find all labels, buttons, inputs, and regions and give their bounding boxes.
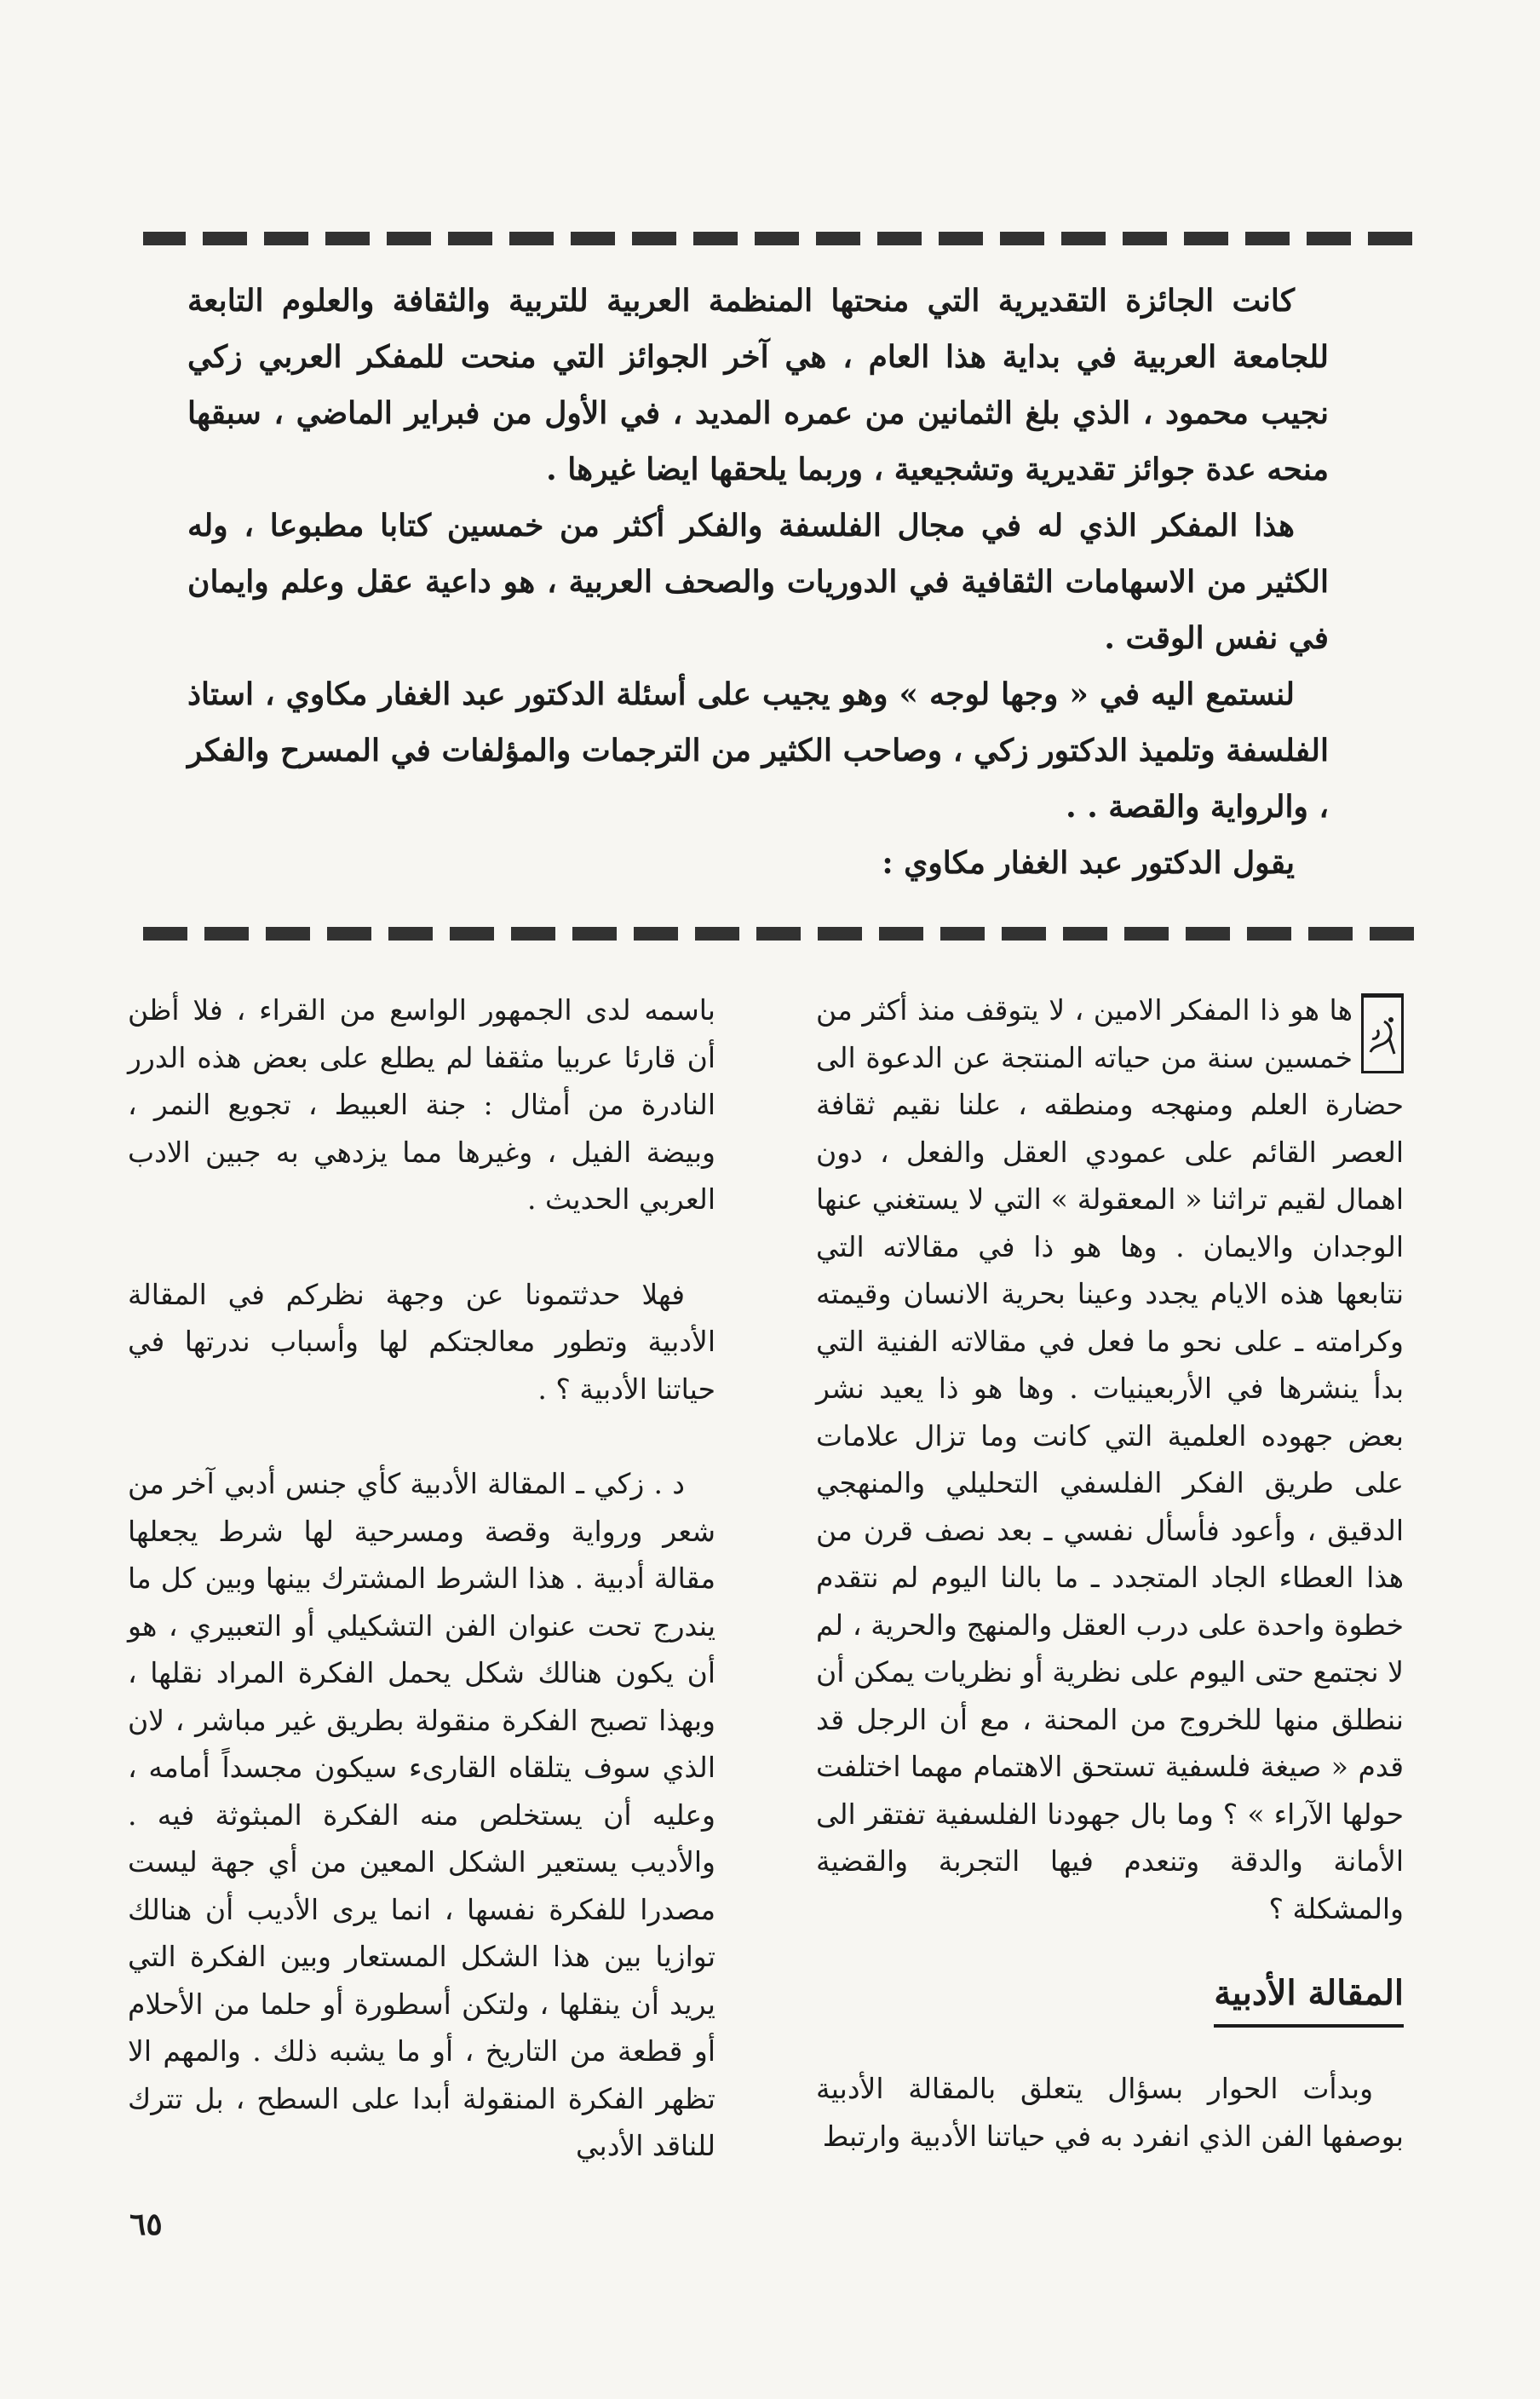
dashed-divider-top [143, 232, 1412, 245]
section-logo-icon [1361, 993, 1404, 1073]
right-paragraph-2: وبدأت الحوار بسؤال يتعلق بالمقالة الأدبية بوصفها الفن الذي انفرد به في حياتنا الأدبية وارتبط [816, 2072, 1404, 2153]
right-paragraph-1: ها هو ذا المفكر الامين ، لا يتوقف منذ أكثر من خمسين سنة من حياته المنتجة عن الدعوة الى حضارة العلم ومنهجه ومنطقه ، علنا نقيم ثقافة العصر القائم على عمودي العقل والفعل ، دون اهمال لقيم تراثنا « المعقولة » التي لا يستغني عنها الوجدان والايمان . وها هو ذا في مقالاته التي نتابعها هذه الايام يجدد وعينا بحرية الانسان وقيمته وكرامته ـ على نحو ما فعل في مقالاته الفنية التي بدأ ينشرها في الأربعينيات . وها هو ذا يعيد نشر بعض جهوده العلمية التي كانت وما تزال علامات على طريق الفكر الفلسفي التحليلي والمنهجي الدقيق ، وأعود فأسأل نفسي ـ بعد نصف قرن من هذا العطاء الجاد المتجدد ـ ما بالنا اليوم لم نتقدم خطوة واحدة على درب العقل والمنهج والحرية ، لم لا نجتمع حتى اليوم على نظرية أو نظريات يمكن أن ننطلق منها للخروج من المحنة ، مع أن الرجل قد قدم « صيغة فلسفية تستحق الاهتمام مهما اختلفت حولها الآراء » ؟ وما بال جهودنا الفلسفية تفتقر الى الأمانة والدقة وتنعدم فيها التجربة والقضية والمشكلة ؟ [816, 993, 1404, 1925]
article-column-right [816, 987, 1404, 2160]
page-number: ٦٥ [129, 2206, 163, 2242]
left-paragraph-1: باسمه لدى الجمهور الواسع من القراء ، فلا أظن أن قارئا عربيا مثقفا لم يطلع على بعض هذه الدرر النادرة من أمثال : جنة العبيط ، تجويع النمر ، وبيضة الفيل ، وغيرها مما يزدهي به جبين الادب العربي الحديث . [128, 993, 715, 1216]
intro-paragraph-3: لنستمع اليه في « وجها لوجه » وهو يجيب على أسئلة الدكتور عبد الغفار مكاوي ، استاذ الفلسفة وتلميذ الدكتور زكي ، وصاحب الكثير من الترجمات والمؤلفات في المسرح والفكر ، والرواية والقصة . . [187, 676, 1329, 825]
intro-paragraph-1: كانت الجائزة التقديرية التي منحتها المنظمة العربية للتربية والثقافة والعلوم التابعة للجامعة العربية في بداية هذا العام ، هي آخر الجوائز التي منحت للمفكر العربي زكي نجيب محمود ، الذي بلغ الثمانين من عمره المديد ، في الأول من فبراير الماضي ، سبقها منحه عدة جوائز تقديرية وتشجيعية ، وربما يلحقها ايضا غيرها . [187, 283, 1329, 487]
left-paragraph-2: فهلا حدثتمونا عن وجهة نظركم في المقالة الأدبية وتطور معالجتكم لها وأسباب ندرتها في حياتنا الأدبية ؟ . [128, 1277, 715, 1406]
intro-paragraph-2: هذا المفكر الذي له في مجال الفلسفة والفكر أكثر من خمسين كتابا مطبوعا ، وله الكثير من الاسهامات الثقافية في الدوريات والصحف العربية ، هو داعية عقل وعلم وايمان في نفس الوقت . [187, 508, 1329, 656]
intro-paragraph-4: يقول الدكتور عبد الغفار مكاوي : [882, 845, 1295, 881]
article-column-left [128, 987, 715, 2170]
section-heading [816, 1970, 1404, 2028]
left-paragraph-3: د . زكي ـ المقالة الأدبية كأي جنس أدبي آخر من شعر ورواية وقصة ومسرحية لها شرط يجعلها مقالة أدبية . هذا الشرط المشترك بينها وبين كل ما يندرج تحت عنوان الفن التشكيلي أو التعبيري ، هو أن يكون هنالك شكل يحمل الفكرة المراد نقلها ، وبهذا تصبح الفكرة منقولة بطريق غير مباشر ، لان الذي سوف يتلقاه القارىء سيكون مجسداً أمامه ، وعليه أن يستخلص منه الفكرة المبثوثة فيه . والأديب يستعير الشكل المعين من أي جهة ليست مصدرا للفكرة نفسها ، انما يرى الأديب أن هنالك توازيا بين هذا الشكل المستعار وبين الفكرة التي يريد أن ينقلها ، ولتكن أسطورة أو حلما من الأحلام أو قطعة من التاريخ ، أو ما يشبه ذلك . والمهم الا تظهر الفكرة المنقولة أبدا على السطح ، بل تترك للناقد الأدبي [128, 1467, 715, 2162]
dashed-divider-middle [136, 927, 1414, 941]
intro-box [187, 273, 1329, 891]
section-heading-text: المقالة الأدبية [1214, 1970, 1404, 2028]
